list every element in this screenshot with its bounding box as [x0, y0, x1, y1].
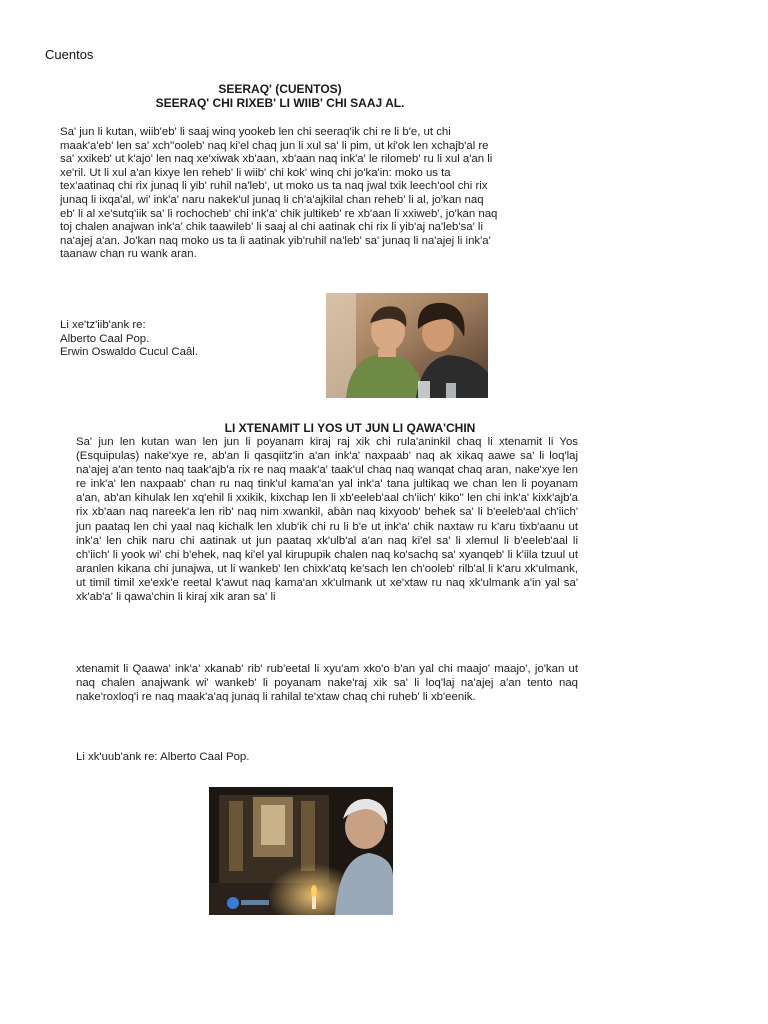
story1-title — [60, 82, 500, 110]
story2-author: Li xk'uub'ank re: Alberto Caal Pop. — [76, 751, 250, 763]
story1-author-2: Erwin Oswaldo Cucul Caâl. — [60, 346, 199, 359]
story1-title-line1: SEERAQ' (CUENTOS) — [218, 82, 342, 96]
story1-authors — [60, 319, 198, 360]
story2-title: LI XTENAMIT LI YOS UT JUN LI QAWA'CHIN — [224, 421, 476, 435]
page-header-label: Cuentos — [45, 47, 94, 62]
two-young-men-photo — [326, 293, 488, 398]
story2-body: Sa' jun len kutan wan len jun li poyanam kiraj raj xik chi rula'aninkil chaq li xtenamit li Yos (Esquipulas) nake'xye re, ab'an li qasqiitz'in a'an ink'a' naxpaab' naq ak xikaq aawe sa' li loq'laj na'ajej a'an tento naq taak'ajb'a rix re naq maak'a' taak'ul chaq naq wanqat chaq aran, nake'xye len re ink'a' len naxpaab' chan ru naq tink'ul kama'an yal ink'a' tana jultikaq we chan len li poyanam a'an, ab'an kihulak len xq'ehil li xxikik, kixchap len li xb'eeleb'aal ch'iich' kiko'' len chi ink'a' kixk'ajb'a rix xb'aan naq nareek'a len rib' naq nim xwankil, abàn naq kixyoob' behek sa' li b'eeleb'aal ch'iich' jun paataq len chi yaal naq kichalk len xlub'ik chi ru li b'e ut ink'a' chik naxtaw ru k'aru tixb'aanu ut ink'a' len chik naru chi aatinak ut jun paataq xk'ulb'al a'an naq ki'el sa' li xlemul li b'eeleb'aal li ch'iich' li yook wi' chi b'ehek, naq ki'el yal kirupupik chalen naq ko'sachq sa' xyanqeb' li k'iila tzuul ut aranlen kikana chi junajwa, ut li wankeb' len chixk'atq ke'sach len ch'ooleb' rilb'al li k'aru xk'ulmank, ut timil timil xe'exk'e reetal k'awut naq kama'an xk'ulmank ut xe'xtaw ru naq xk'ulmank a'in yal sa' xk'ab'a' li qawa'chin li kiraj xik aran sa' li — [76, 436, 578, 604]
story2-body-continuation: xtenamit li Qaawa' ink'a' xkanab' rib' rub'eetal li xyu'am xko'o b'an yal chi maajo' maajo', jo'kan ut naq chalen anajwank wi' wankeb' li poyanam nake'raj xik sa' li loq'laj na'ajej a'an tento naq nake'roxloq'i re naq maak'a'aq junaq li rahilal te'xtaw chaq chi ruheb' li xb'eenik. — [76, 663, 578, 704]
story1-authors-label: Li xe'tz'iib'ank re: — [60, 319, 146, 331]
story1-author-1: Alberto Caal Pop. — [60, 332, 150, 345]
story1-title-line2: SEERAQ' CHI RIXEB' LI WIIB' CHI SAAJ AL. — [155, 96, 405, 110]
old-man-candle-church-photo — [209, 787, 393, 915]
story1-body: Sa' jun li kutan, wiib'eb' li saaj winq yookeb len chi seeraq'ik chi re li b'e, ut chi maak'a'eb' len sa' xch''ooleb' naq ki'el chaq jun li xul sa' li pim, ut ki'ok len xchajb'al re sa' xxikeb' ut k'ajo' len naq xe'xiwak xb'aan, xb'aan naq ink'a' le rilomeb' ru li xul a'an li xe'ril. Ut li xul a'an kixye len reheb' li wiib' chi kok' winq chi jo'ka'in: moko us ta tex'aatinaq chi rix junaq li yib' ruhil na'leb', ut moko us ta naq jwal txik leech'ool chi rix junaq li ixqa'al, wi' ink'a' naru nakek'ul junaq li ch'a'ajkilal chan reheb' li al, jo'kan naq eb' li al xe'sutq'iik sa' li rochocheb' chi ink'a' chik jultikeb' re xb'aan li xxiweb', jo'kan naq toj chalen anajwan ink'a' chik taawileb' li saaj al chi aatinak chi rix li yib'aj na'leb'sa' li na'ajej a'an. Jo'kan naq moko us ta li aatinak yib'ruhil na'leb' sa' junaq li na'ajej li ink'a' taanaw chan ru wank aran. — [60, 126, 498, 261]
